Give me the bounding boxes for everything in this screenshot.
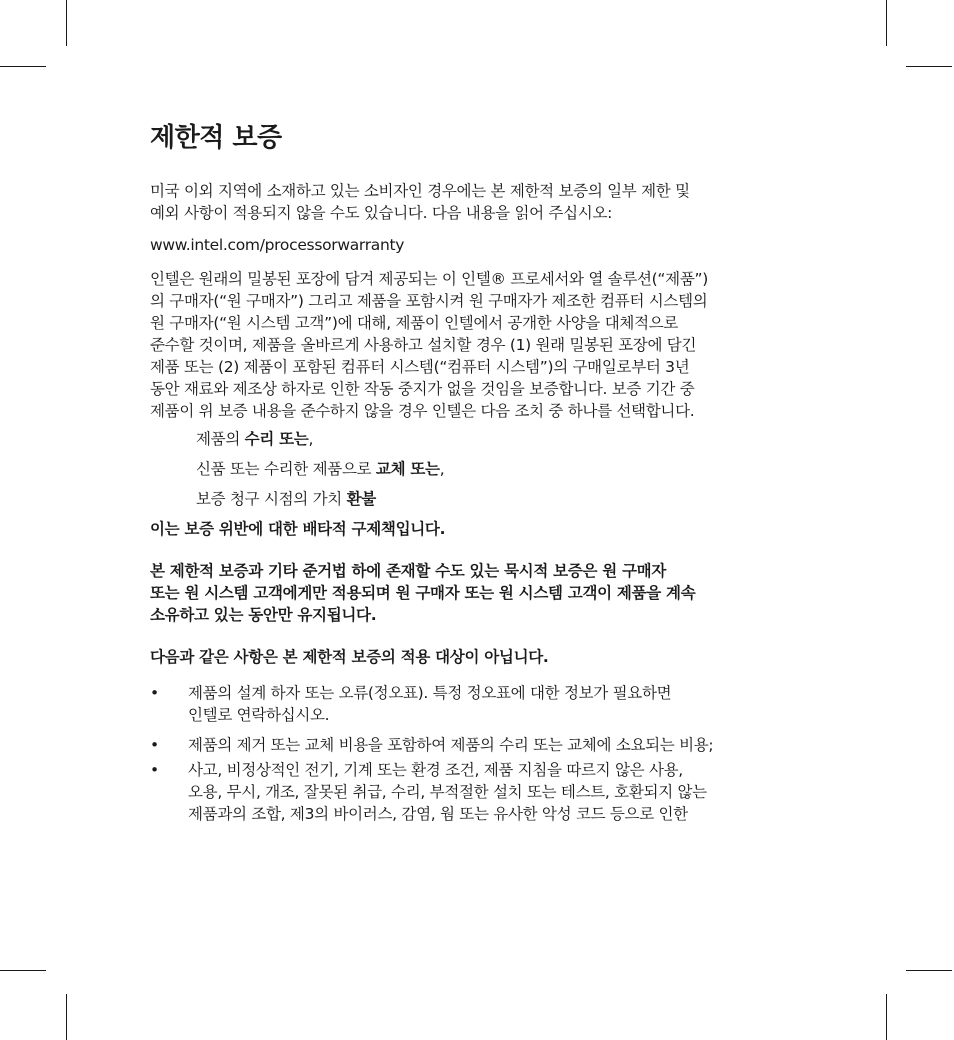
crop-mark xyxy=(0,970,46,971)
crop-mark xyxy=(0,66,46,67)
body-line: 원 구매자(“원 시스템 고객”)에 대해, 제품이 인텔에서 공개한 사양을 대체적으로 xyxy=(150,314,679,332)
crop-mark xyxy=(66,0,67,46)
list-item: • 제품의 제거 또는 교체 비용을 포함하여 제품의 수리 또는 교체에 소요되는 비용; xyxy=(150,736,714,754)
body-line: 제품이 위 보증 내용을 준수하지 않을 경우 인텔은 다음 조치 중 하나를 선택합니다. xyxy=(150,402,695,420)
body-line: 준수할 것이며, 제품을 올바르게 사용하고 설치할 경우 (1) 원래 밀봉된 포장에 담긴 xyxy=(150,336,697,354)
body-line: 의 구매자(“원 구매자”) 그리고 제품을 포함시켜 원 구매자가 제조한 컴퓨터 시스템의 xyxy=(150,292,708,310)
crop-mark xyxy=(886,0,887,46)
scope-line: 본 제한적 보증과 기타 준거법 하에 존재할 수도 있는 묵시적 보증은 원 구매자 xyxy=(150,562,667,580)
bullet-icon: • xyxy=(150,761,159,779)
crop-mark xyxy=(906,66,952,67)
body-line: 동안 재료와 제조상 하자로 인한 작동 중지가 없을 것임을 보증합니다. 보증 기간 중 xyxy=(150,380,695,398)
crop-mark xyxy=(886,994,887,1040)
warranty-page xyxy=(150,118,810,833)
remedy-item: 제품의 수리 또는, xyxy=(196,430,314,448)
crop-mark xyxy=(906,970,952,971)
crop-mark xyxy=(66,994,67,1040)
not-covered-heading: 다음과 같은 사항은 본 제한적 보증의 적용 대상이 아닙니다. xyxy=(150,648,549,666)
intro-line: 예외 사항이 적용되지 않을 수도 있습니다. 다음 내용을 읽어 주십시오: xyxy=(150,204,613,222)
list-item: • 제품의 설계 하자 또는 오류(정오표). 특정 정오표에 대한 정보가 필요하면 인텔로 연락하십시오. xyxy=(150,684,672,724)
scope-line: 또는 원 시스템 고객에게만 적용되며 원 구매자 또는 원 시스템 고객이 제품을 계속 xyxy=(150,584,696,602)
remedy-item: 보증 청구 시점의 가치 환불 xyxy=(196,490,376,508)
scope-statement xyxy=(150,560,810,626)
exclusive-remedy-statement: 이는 보증 위반에 대한 배타적 구제책입니다. xyxy=(150,520,446,538)
bullet-icon: • xyxy=(150,684,159,702)
intro-line: 미국 이외 지역에 소재하고 있는 소비자인 경우에는 본 제한적 보증의 일부 제한 및 xyxy=(150,182,690,200)
exclusion-list xyxy=(150,682,810,825)
body-line: 제품 또는 (2) 제품이 포함된 컴퓨터 시스템(“컴퓨터 시스템”)의 구매일로부터 3년 xyxy=(150,358,690,376)
body-line: 인텔은 원래의 밀봉된 포장에 담겨 제공되는 이 인텔® 프로세서와 열 솔루션(“제품”) xyxy=(150,270,708,288)
scope-line: 소유하고 있는 동안만 유지됩니다. xyxy=(150,606,377,624)
remedy-item: 신품 또는 수리한 제품으로 교체 또는, xyxy=(196,460,445,478)
warranty-body xyxy=(150,268,810,422)
page-title: 제한적 보증 xyxy=(150,123,282,153)
warranty-url[interactable]: www.intel.com/processorwarranty xyxy=(150,236,405,254)
intro-paragraph xyxy=(150,180,810,224)
bullet-icon: • xyxy=(150,736,159,754)
list-item: • 사고, 비정상적인 전기, 기계 또는 환경 조건, 제품 지침을 따르지 않은 사용, 오용, 무시, 개조, 잘못된 취급, 수리, 부적절한 설치 또는 테스트, 호환되지 않는 제품과의 조합, 제3의 바이러스, 감염, 웜 또는 유사한 악성 코드 등으로 인한 xyxy=(150,761,707,823)
remedy-list xyxy=(150,428,810,510)
